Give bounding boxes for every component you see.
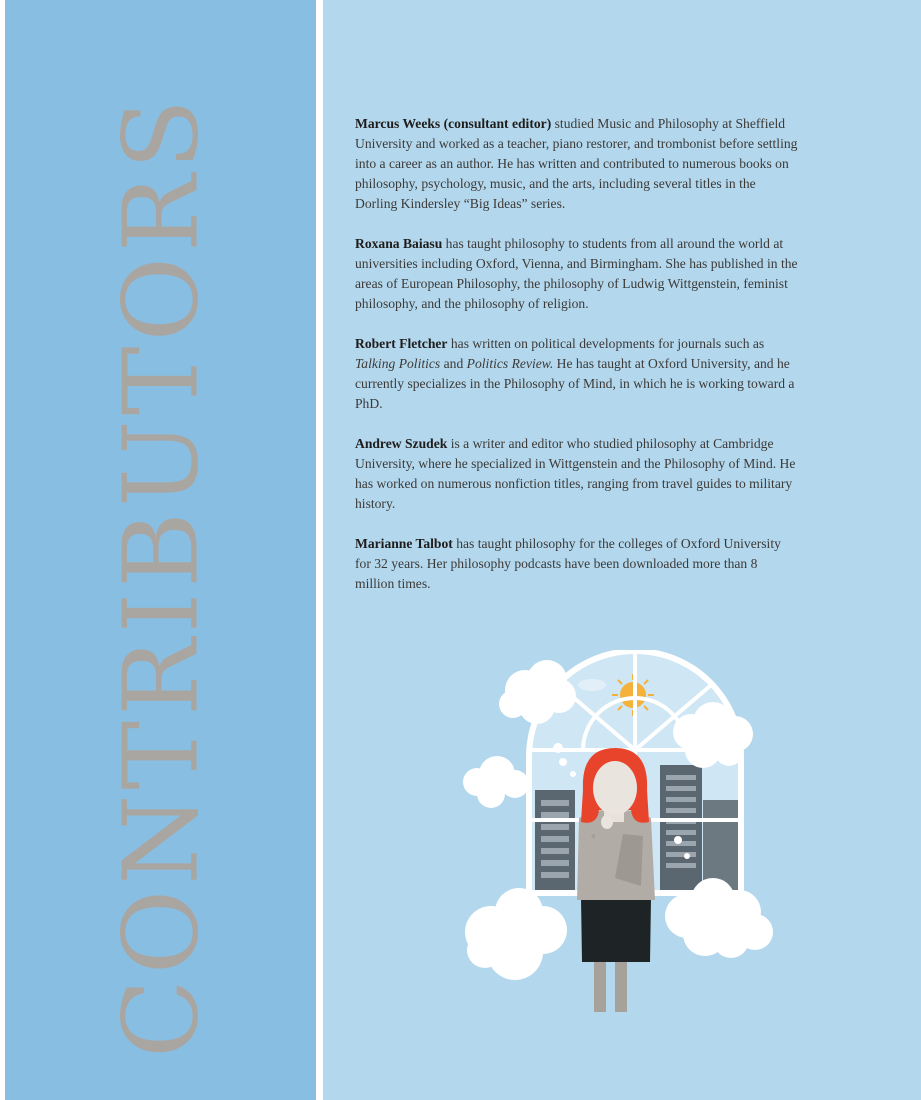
left-panel: [5, 0, 316, 1100]
contributor-text: and: [440, 356, 467, 371]
contributor-text: has taught philosophy to students from all around the world at universities including Oxford, Vienna, and Birmingham. She has published in the areas of European Philosophy, the philosophy of Ludwig Wittgenstein, feminist philosophy, and the philosophy of religion.: [355, 236, 798, 311]
contributor-bio: [355, 434, 800, 514]
contributor-name: Marianne Talbot: [355, 536, 453, 551]
journal-title: Talking Politics: [355, 356, 441, 371]
contributor-text: has written on political developments for journals such as: [447, 336, 765, 351]
thinker-window-illustration: [455, 650, 775, 1020]
cloud-bottom-left: [465, 888, 567, 980]
contributor-bio: [355, 234, 800, 314]
contributor-name: Robert Fletcher: [355, 336, 448, 351]
contributor-text: He has taught at Oxford University, and he currently specializes in the Philosophy of Mind, in which he is working toward a PhD.: [355, 356, 795, 411]
contributor-bios: [355, 114, 800, 614]
contributor-name: Marcus Weeks (consultant editor): [355, 116, 552, 131]
contributor-bio: [355, 334, 800, 414]
contributor-text: has taught philosophy for the colleges of Oxford University for 32 years. Her philosophy podcasts have been downloaded more than 8 million times.: [355, 536, 781, 591]
building-left: [535, 790, 575, 890]
journal-title: Politics Review.: [466, 356, 554, 371]
cloud-middle-left: [463, 756, 529, 808]
contributor-bio: [355, 114, 800, 214]
contributor-bio: [355, 534, 800, 594]
contributor-name: Roxana Baiasu: [355, 236, 443, 251]
page-title: CONTRIBUTORS: [101, 93, 222, 1059]
contributor-name: Andrew Szudek: [355, 436, 448, 451]
thinking-woman: [577, 748, 655, 1012]
contributor-text: studied Music and Philosophy at Sheffield University and worked as a teacher, piano restorer, and trombonist before settling into a career as an author. He has written and contributed to numerous books on philosophy, psychology, music, and the arts, including several titles in the Dorling Kindersley “Big Ideas” series.: [355, 116, 798, 211]
contributor-text: is a writer and editor who studied philosophy at Cambridge University, where he specialized in Wittgenstein and the Philosophy of Mind. He has worked on numerous nonfiction titles, ranging from travel guides to military history.: [355, 436, 796, 511]
